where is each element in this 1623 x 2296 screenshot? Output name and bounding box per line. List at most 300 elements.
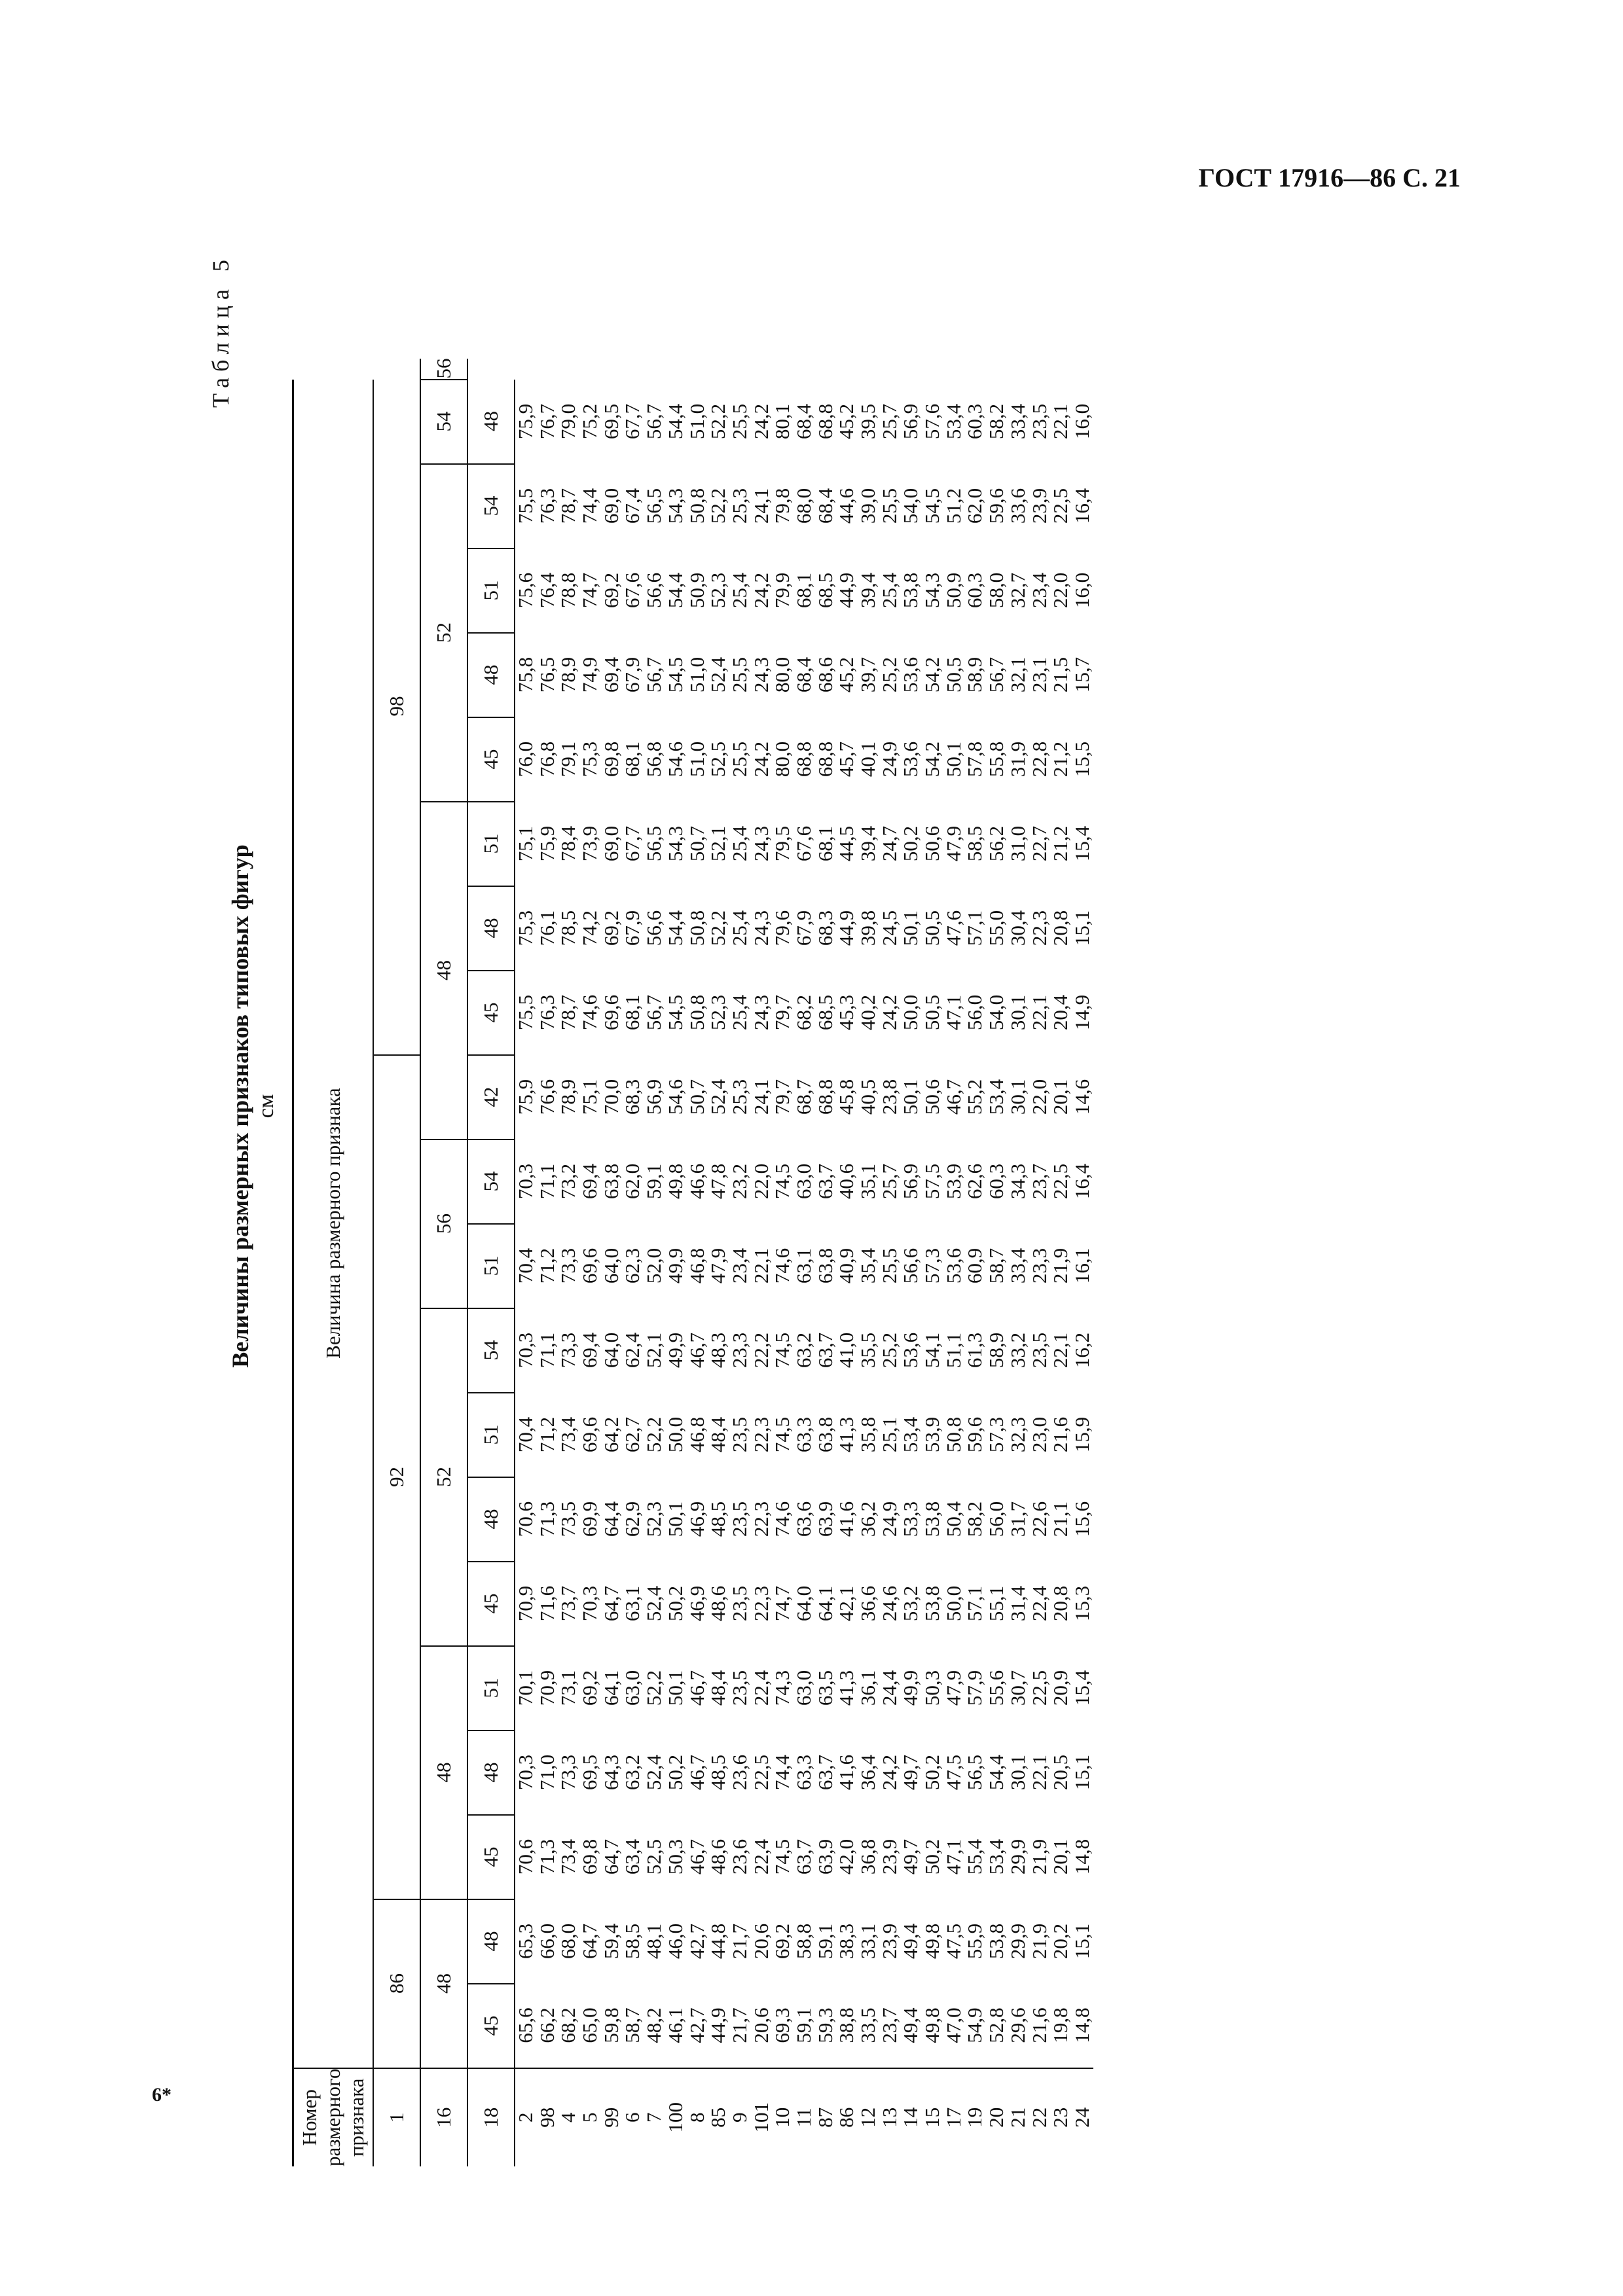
table-cell: 46,1	[663, 2007, 687, 2043]
table-cell: 39,8	[856, 910, 879, 946]
table-cell: 68,8	[813, 741, 837, 778]
row-number: 24	[1070, 2107, 1093, 2128]
header-value: Величина размерного признака	[293, 380, 374, 2068]
table-cell: 64,0	[599, 1332, 623, 1369]
table-cell: 56,7	[642, 403, 666, 440]
table-cell: 64,2	[599, 1416, 623, 1453]
table-cell: 62,9	[621, 1501, 644, 1537]
table-cell: 53,6	[941, 1247, 965, 1284]
group-header-level3: 45	[467, 971, 515, 1055]
table-cell: 58,0	[985, 572, 1008, 609]
table-cell: 57,5	[921, 1163, 944, 1200]
row-number: 10	[771, 2107, 794, 2128]
table-cell: 30,1	[1006, 1754, 1029, 1791]
table-cell: 71,6	[535, 1585, 558, 1622]
table-cell: 55,6	[985, 1670, 1008, 1706]
table-cell: 49,8	[663, 1163, 687, 1200]
table-cell: 68,4	[792, 656, 815, 693]
table-cell: 52,5	[706, 741, 730, 778]
value-column	[515, 1731, 1093, 1815]
table-cell: 79,0	[556, 403, 580, 440]
table-cell: 36,8	[856, 1839, 879, 1875]
table-cell: 50,9	[685, 572, 708, 609]
table-cell: 58,5	[963, 825, 987, 862]
table-cell: 55,8	[985, 741, 1008, 778]
group-header-level1: 86	[373, 1899, 420, 2068]
group-header-level1: 98	[373, 359, 420, 1055]
table-cell: 49,7	[899, 1754, 922, 1791]
table-cell: 31,0	[1006, 825, 1029, 862]
table-cell: 52,3	[706, 572, 730, 609]
table-cell: 54,4	[663, 403, 687, 440]
table-cell: 22,7	[1027, 825, 1051, 862]
table-cell: 24,3	[749, 910, 773, 946]
table-cell: 50,7	[685, 825, 708, 862]
table-cell: 74,9	[578, 656, 602, 693]
table-cell: 52,1	[642, 1332, 666, 1369]
table-cell: 22,3	[749, 1416, 773, 1453]
table-cell: 30,7	[1006, 1670, 1029, 1706]
table-cell: 48,5	[706, 1501, 730, 1537]
table-cell: 50,5	[921, 910, 944, 946]
table-cell: 64,1	[599, 1670, 623, 1706]
table-cell: 15,5	[1070, 741, 1093, 778]
table-cell: 70,3	[514, 1332, 537, 1369]
table-cell: 25,5	[727, 741, 751, 778]
table-cell: 65,6	[514, 2007, 537, 2043]
table-cell: 64,0	[599, 1247, 623, 1284]
table-cell: 21,2	[1049, 825, 1072, 862]
table-cell: 21,6	[1049, 1416, 1072, 1453]
group-header-level3: 45	[467, 717, 515, 802]
table-cell: 22,0	[1027, 1079, 1051, 1115]
table-cell: 25,7	[877, 1163, 901, 1200]
table-cell: 22,0	[749, 1163, 773, 1200]
row-number: 11	[792, 2108, 815, 2128]
table-cell: 32,3	[1006, 1416, 1029, 1453]
value-column	[515, 1393, 1093, 1477]
table-cell: 25,5	[727, 656, 751, 693]
table-cell: 54,1	[921, 1332, 944, 1369]
table-cell: 50,4	[941, 1501, 965, 1537]
table-cell: 63,4	[621, 1839, 644, 1875]
table-cell: 25,1	[877, 1416, 901, 1453]
table-cell: 23,7	[1027, 1163, 1051, 1200]
table-cell: 53,8	[899, 572, 922, 609]
table-cell: 71,2	[535, 1247, 558, 1284]
table-cell: 50,7	[685, 1079, 708, 1115]
table-cell: 39,4	[856, 825, 879, 862]
table-cell: 68,1	[621, 741, 644, 778]
table-cell: 76,8	[535, 741, 558, 778]
table-cell: 67,7	[621, 825, 644, 862]
table-cell: 74,5	[771, 1839, 794, 1875]
table-cell: 21,5	[1049, 656, 1072, 693]
table-cell: 75,8	[514, 656, 537, 693]
table-cell: 71,0	[535, 1754, 558, 1791]
table-cell: 23,5	[727, 1416, 751, 1453]
table-cell: 36,4	[856, 1754, 879, 1791]
table-cell: 79,7	[771, 1079, 794, 1115]
table-cell: 39,7	[856, 656, 879, 693]
group-header-level3: 51	[467, 1224, 515, 1308]
table-cell: 52,3	[706, 994, 730, 1031]
table-cell: 68,0	[556, 1923, 580, 1960]
table-cell: 56,0	[985, 1501, 1008, 1537]
table-cell: 22,1	[1049, 403, 1072, 440]
table-cell: 22,8	[1027, 741, 1051, 778]
group-header-level2: 56	[420, 359, 467, 380]
table-cell: 67,7	[621, 403, 644, 440]
table-cell: 68,7	[792, 1079, 815, 1115]
table-cell: 58,9	[963, 656, 987, 693]
table-cell: 47,1	[941, 1839, 965, 1875]
row-number: 8	[685, 2112, 708, 2123]
table-cell: 74,4	[771, 1754, 794, 1791]
table-cell: 16,0	[1070, 572, 1093, 609]
row-number: 101	[749, 2102, 773, 2133]
table-cell: 57,6	[921, 403, 944, 440]
value-column	[515, 1224, 1093, 1308]
table-cell: 63,7	[792, 1839, 815, 1875]
table-cell: 62,0	[621, 1163, 644, 1200]
table-cell: 55,9	[963, 1923, 987, 1960]
table-cell: 47,9	[941, 1670, 965, 1706]
table-cell: 24,5	[877, 910, 901, 946]
table-cell: 24,1	[749, 1079, 773, 1115]
table-cell: 56,5	[642, 488, 666, 524]
table-cell: 74,4	[578, 488, 602, 524]
table-cell: 49,7	[899, 1839, 922, 1875]
table-cell: 41,3	[835, 1416, 858, 1453]
group-header-level3: 45	[467, 1562, 515, 1646]
table-cell: 68,2	[792, 994, 815, 1031]
table-cell: 71,2	[535, 1416, 558, 1453]
table-cell: 33,2	[1006, 1332, 1029, 1369]
value-column	[515, 633, 1093, 717]
table-cell: 44,5	[835, 825, 858, 862]
table-cell: 76,0	[514, 741, 537, 778]
row-label: 16	[420, 2068, 467, 2166]
table-cell: 68,3	[621, 1079, 644, 1115]
row-number: 22	[1027, 2107, 1051, 2128]
table-cell: 20,8	[1049, 910, 1072, 946]
table-cell: 40,9	[835, 1247, 858, 1284]
table-cell: 47,8	[706, 1163, 730, 1200]
table-cell: 22,1	[1049, 1332, 1072, 1369]
table-cell: 50,1	[941, 741, 965, 778]
table-cell: 25,4	[727, 910, 751, 946]
table-cell: 68,6	[813, 656, 837, 693]
table-cell: 24,7	[877, 825, 901, 862]
table-cell: 63,8	[813, 1416, 837, 1453]
table-cell: 52,2	[642, 1416, 666, 1453]
table-cell: 25,5	[727, 403, 751, 440]
table-cell: 50,2	[663, 1585, 687, 1622]
value-column	[515, 1562, 1093, 1646]
table-cell: 23,9	[877, 1839, 901, 1875]
group-header-level3: 48	[467, 886, 515, 971]
table-cell: 21,7	[727, 1923, 751, 1960]
table-cell: 78,4	[556, 825, 580, 862]
table-cell: 50,5	[921, 994, 944, 1031]
table-cell: 74,6	[771, 1247, 794, 1284]
table-cell: 67,9	[792, 910, 815, 946]
table-cell: 41,0	[835, 1332, 858, 1369]
table-cell: 47,9	[941, 825, 965, 862]
table-cell: 63,6	[792, 1501, 815, 1537]
table-cell: 50,9	[941, 572, 965, 609]
table-cell: 23,2	[727, 1163, 751, 1200]
table-cell: 54,2	[921, 741, 944, 778]
table-cell: 74,5	[771, 1163, 794, 1200]
table-cell: 50,2	[921, 1839, 944, 1875]
table-cell: 64,3	[599, 1754, 623, 1791]
table-cell: 47,6	[941, 910, 965, 946]
row-number: 6	[621, 2112, 644, 2123]
table-cell: 74,7	[771, 1585, 794, 1622]
table-cell: 23,5	[727, 1585, 751, 1622]
table-cell: 69,2	[771, 1923, 794, 1960]
table-cell: 63,2	[621, 1754, 644, 1791]
table-cell: 76,7	[535, 403, 558, 440]
table-cell: 24,2	[749, 741, 773, 778]
table-cell: 55,1	[985, 1585, 1008, 1622]
table-cell: 31,9	[1006, 741, 1029, 778]
table-cell: 20,8	[1049, 1585, 1072, 1622]
row-number: 12	[856, 2107, 879, 2128]
table-cell: 46,8	[685, 1416, 708, 1453]
row-number: 13	[877, 2107, 901, 2128]
table-cell: 52,3	[642, 1501, 666, 1537]
table-cell: 46,7	[685, 1332, 708, 1369]
table-cell: 42,7	[685, 2007, 708, 2043]
table-cell: 76,3	[535, 994, 558, 1031]
table-cell: 50,1	[663, 1501, 687, 1537]
table-cell: 64,0	[792, 1585, 815, 1622]
table-cell: 50,8	[685, 994, 708, 1031]
table-cell: 60,3	[985, 1163, 1008, 1200]
table-cell: 56,2	[985, 825, 1008, 862]
table-cell: 71,1	[535, 1163, 558, 1200]
table-cell: 76,4	[535, 572, 558, 609]
table-cell: 49,8	[921, 2007, 944, 2043]
group-header-level1: 92	[373, 1055, 420, 1899]
table-cell: 51,0	[685, 741, 708, 778]
table-cell: 63,0	[621, 1670, 644, 1706]
table-cell: 69,8	[599, 741, 623, 778]
table-cell: 50,3	[663, 1839, 687, 1875]
table-cell: 68,0	[792, 488, 815, 524]
table-cell: 21,7	[727, 2007, 751, 2043]
table-cell: 78,7	[556, 488, 580, 524]
table-cell: 22,3	[749, 1501, 773, 1537]
table-cell: 62,3	[621, 1247, 644, 1284]
table-cell: 76,5	[535, 656, 558, 693]
table-cell: 79,1	[556, 741, 580, 778]
table-cell: 63,3	[792, 1754, 815, 1791]
table-cell: 73,4	[556, 1839, 580, 1875]
table-cell: 78,7	[556, 994, 580, 1031]
table-cell: 69,3	[771, 2007, 794, 2043]
table-cell: 64,1	[813, 1585, 837, 1622]
group-header-level2: 48	[420, 1646, 467, 1899]
table-cell: 40,1	[856, 741, 879, 778]
table-cell: 46,6	[685, 1163, 708, 1200]
group-header-level3: 48	[467, 380, 515, 464]
table-cell: 59,3	[813, 2007, 837, 2043]
value-column	[515, 1899, 1093, 1984]
table-cell: 75,9	[514, 1079, 537, 1115]
table-cell: 41,6	[835, 1501, 858, 1537]
table-cell: 48,4	[706, 1416, 730, 1453]
table-cell: 69,6	[599, 994, 623, 1031]
table-cell: 21,1	[1049, 1501, 1072, 1537]
table-cell: 70,0	[599, 1079, 623, 1115]
table-cell: 15,7	[1070, 656, 1093, 693]
table-cell: 51,2	[941, 488, 965, 524]
table-cell: 69,0	[599, 825, 623, 862]
group-header-level3: 48	[467, 1477, 515, 1562]
table-cell: 32,1	[1006, 656, 1029, 693]
table-cell: 24,1	[749, 488, 773, 524]
table-cell: 73,4	[556, 1416, 580, 1453]
table-cell: 39,0	[856, 488, 879, 524]
table-cell: 24,3	[749, 825, 773, 862]
table-cell: 63,5	[813, 1670, 837, 1706]
table-cell: 58,9	[985, 1332, 1008, 1369]
table-cell: 50,8	[941, 1416, 965, 1453]
table-cell: 30,1	[1006, 994, 1029, 1031]
table-cell: 22,0	[1049, 572, 1072, 609]
table-cell: 69,6	[578, 1416, 602, 1453]
table-cell: 59,1	[642, 1163, 666, 1200]
table-cell: 25,5	[877, 488, 901, 524]
table-cell: 54,4	[663, 910, 687, 946]
table-cell: 20,1	[1049, 1839, 1072, 1875]
table-cell: 51,0	[685, 403, 708, 440]
table-cell: 63,2	[792, 1332, 815, 1369]
table-cell: 22,4	[749, 1670, 773, 1706]
value-column	[515, 1477, 1093, 1562]
group-header-level2: 52	[420, 1308, 467, 1646]
table-cell: 15,9	[1070, 1416, 1093, 1453]
table-cell: 22,1	[1027, 994, 1051, 1031]
table-cell: 78,5	[556, 910, 580, 946]
table-cell: 44,8	[706, 1923, 730, 1960]
table-cell: 63,7	[813, 1754, 837, 1791]
table-cell: 59,6	[963, 1416, 987, 1453]
table-cell: 54,3	[663, 488, 687, 524]
table-cell: 56,6	[899, 1247, 922, 1284]
table-cell: 79,9	[771, 572, 794, 609]
table-cell: 68,1	[792, 572, 815, 609]
table-cell: 47,9	[706, 1247, 730, 1284]
data-table	[292, 359, 1093, 2166]
table-cell: 14,6	[1070, 1079, 1093, 1115]
table-cell: 50,1	[899, 910, 922, 946]
table-cell: 23,4	[727, 1247, 751, 1284]
table-cell: 50,1	[663, 1670, 687, 1706]
value-column	[515, 802, 1093, 886]
table-cell: 14,8	[1070, 2007, 1093, 2043]
table-cell: 49,9	[899, 1670, 922, 1706]
table-cell: 73,3	[556, 1332, 580, 1369]
table-cell: 45,7	[835, 741, 858, 778]
table-cell: 62,0	[963, 488, 987, 524]
table-cell: 56,8	[642, 741, 666, 778]
table-cell: 47,0	[941, 2007, 965, 2043]
table-cell: 75,6	[514, 572, 537, 609]
table-cell: 52,2	[706, 403, 730, 440]
row-number: 20	[985, 2107, 1008, 2128]
table-cell: 15,1	[1070, 910, 1093, 946]
table-cell: 75,9	[535, 825, 558, 862]
table-cell: 79,6	[771, 910, 794, 946]
table-cell: 39,5	[856, 403, 879, 440]
table-cell: 70,4	[514, 1247, 537, 1284]
table-cell: 69,4	[599, 656, 623, 693]
table-cell: 54,3	[663, 825, 687, 862]
table-cell: 21,2	[1049, 741, 1072, 778]
row-label: 18	[467, 2068, 515, 2166]
table-cell: 56,7	[642, 656, 666, 693]
table-cell: 15,3	[1070, 1585, 1093, 1622]
table-cell: 68,4	[813, 488, 837, 524]
group-header-level2: 48	[420, 1899, 467, 2068]
table-cell: 59,1	[813, 1923, 837, 1960]
header-row-number: Номер размерного признака	[293, 2068, 374, 2166]
group-header-level3: 51	[467, 548, 515, 633]
table-cell: 23,1	[1027, 656, 1051, 693]
table-cell: 20,1	[1049, 1079, 1072, 1115]
table-cell: 23,5	[1027, 1332, 1051, 1369]
table-cell: 68,2	[556, 2007, 580, 2043]
table-cell: 21,9	[1049, 1247, 1072, 1284]
table-cell: 63,8	[813, 1247, 837, 1284]
table-cell: 48,2	[642, 2007, 666, 2043]
table-cell: 58,2	[985, 403, 1008, 440]
group-header-level2: 52	[420, 464, 467, 802]
table-cell: 66,2	[535, 2007, 558, 2043]
table-cell: 80,1	[771, 403, 794, 440]
table-cell: 16,2	[1070, 1332, 1093, 1369]
table-cell: 51,0	[685, 656, 708, 693]
table-cell: 33,1	[856, 1923, 879, 1960]
table-cell: 50,0	[899, 994, 922, 1031]
table-cell: 39,4	[856, 572, 879, 609]
table-cell: 62,4	[621, 1332, 644, 1369]
table-cell: 75,5	[514, 994, 537, 1031]
table-cell: 59,1	[792, 2007, 815, 2043]
table-cell: 64,7	[578, 1923, 602, 1960]
table-cell: 20,5	[1049, 1754, 1072, 1791]
table-cell: 53,8	[921, 1585, 944, 1622]
table-cell: 53,9	[941, 1163, 965, 1200]
table-cell: 14,8	[1070, 1839, 1093, 1875]
table-cell: 48,1	[642, 1923, 666, 1960]
table-cell: 24,6	[877, 1585, 901, 1622]
table-cell: 25,3	[727, 488, 751, 524]
table-cell: 47,1	[941, 994, 965, 1031]
table-cell: 15,6	[1070, 1501, 1093, 1537]
table-cell: 15,1	[1070, 1754, 1093, 1791]
table-cell: 70,6	[514, 1839, 537, 1875]
table-cell: 48,6	[706, 1585, 730, 1622]
table-cell: 49,8	[921, 1923, 944, 1960]
table-cell: 68,5	[813, 572, 837, 609]
table-cell: 64,7	[599, 1585, 623, 1622]
